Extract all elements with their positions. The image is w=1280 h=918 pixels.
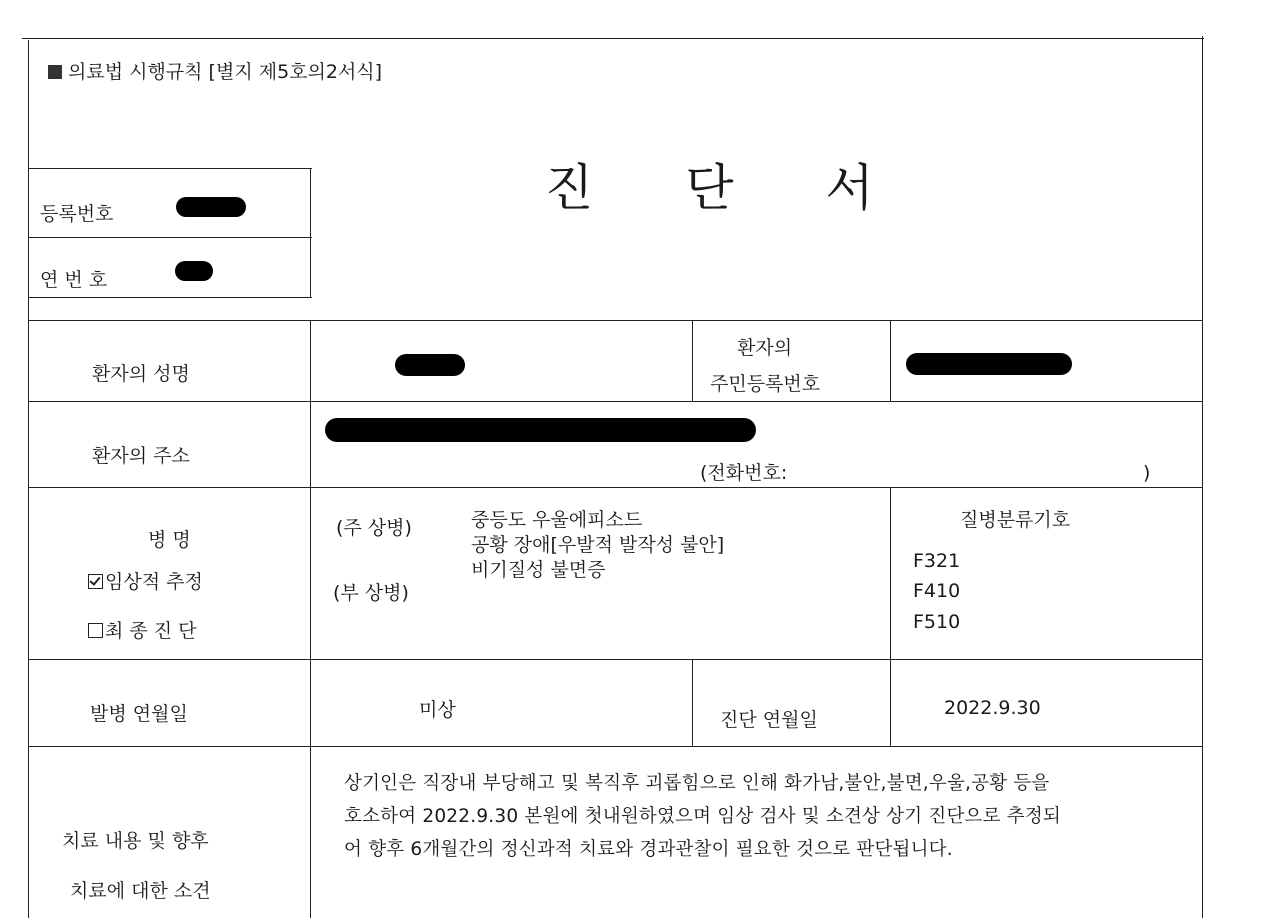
table-line-2 (28, 401, 1202, 402)
final-diagnosis-label: 최 종 진 단 (105, 620, 197, 642)
row3-code-line (890, 487, 891, 659)
frame-left-line (28, 40, 29, 918)
patient-name-label: 환자의 성명 (92, 363, 190, 385)
form-id (48, 60, 382, 84)
label-col-line (310, 320, 311, 918)
disease-code: F410 (913, 580, 961, 602)
disease-code: F321 (913, 550, 961, 572)
clinical-estimate-label: 임상적 추정 (105, 571, 203, 593)
disease-code-label: 질병분류기호 (960, 509, 1071, 531)
square-bullet-icon (48, 65, 62, 79)
diagnosis-line: 비기질성 불면증 (471, 559, 606, 581)
disease-label: 병 명 (148, 529, 191, 551)
sub-disease-label: (부 상병) (333, 582, 409, 604)
reg-box-mid (28, 237, 312, 238)
table-line-3 (28, 487, 1202, 488)
treatment-text-line: 호소하여 2022.9.30 본원에 첫내원하였으며 임상 검사 및 소견상 상기 진단으로 추정되 (344, 806, 1061, 827)
serial-label: 연 번 호 (40, 269, 108, 291)
row4-mid-line-a (692, 659, 693, 746)
treatment-label-line2: 치료에 대한 소견 (70, 880, 211, 902)
document-title: 진 단 서 (545, 159, 912, 217)
patient-name-redaction (395, 354, 465, 376)
reg-box-top (28, 168, 312, 169)
final-diagnosis-option (88, 619, 197, 643)
reg-box-right (310, 168, 311, 298)
rrn-label-line1: 환자의 (737, 337, 793, 359)
disease-code: F510 (913, 611, 961, 633)
table-line-1 (28, 320, 1202, 321)
diagnosis-date-value: 2022.9.30 (944, 697, 1041, 719)
table-line-4 (28, 659, 1202, 660)
treatment-text-line: 상기인은 직장내 부당해고 및 복직후 괴롭힘으로 인해 화가남,불안,불면,우울,공황 등을 (344, 773, 1050, 794)
phone-close: ) (1143, 462, 1151, 484)
rrn-redaction (906, 353, 1072, 375)
frame-top-line (22, 38, 1204, 39)
final-diagnosis-checkbox[interactable] (88, 623, 103, 638)
treatment-text-line: 어 향후 6개월간의 정신과적 치료와 경과관찰이 필요한 것으로 판단됩니다. (344, 839, 953, 860)
treatment-label-line1: 치료 내용 및 향후 (62, 830, 209, 852)
table-line-5 (28, 746, 1202, 747)
clinical-estimate-option (88, 570, 203, 594)
frame-right-line (1202, 36, 1203, 918)
onset-label: 발병 연월일 (90, 703, 188, 725)
address-redaction (325, 418, 756, 442)
diagnosis-line: 중등도 우울에피소드 (471, 509, 643, 531)
registration-label: 등록번호 (40, 203, 114, 225)
onset-value: 미상 (419, 699, 456, 721)
diagnosis-line: 공황 장애[우발적 발작성 불안] (471, 534, 725, 556)
serial-redaction (175, 261, 213, 281)
reg-box-bottom (28, 297, 312, 298)
row1-mid-line-b (890, 320, 891, 401)
address-label: 환자의 주소 (92, 445, 190, 467)
diagnosis-date-label: 진단 연월일 (720, 709, 818, 731)
clinical-estimate-checkbox[interactable] (88, 574, 103, 589)
phone-label: (전화번호: (700, 462, 788, 484)
main-disease-label: (주 상병) (336, 517, 412, 539)
row4-mid-line-b (890, 659, 891, 746)
form-id-text: 의료법 시행규칙 [별지 제5호의2서식] (68, 61, 383, 83)
row1-mid-line-a (692, 320, 693, 401)
registration-redaction (176, 197, 246, 217)
rrn-label-line2: 주민등록번호 (710, 373, 821, 395)
